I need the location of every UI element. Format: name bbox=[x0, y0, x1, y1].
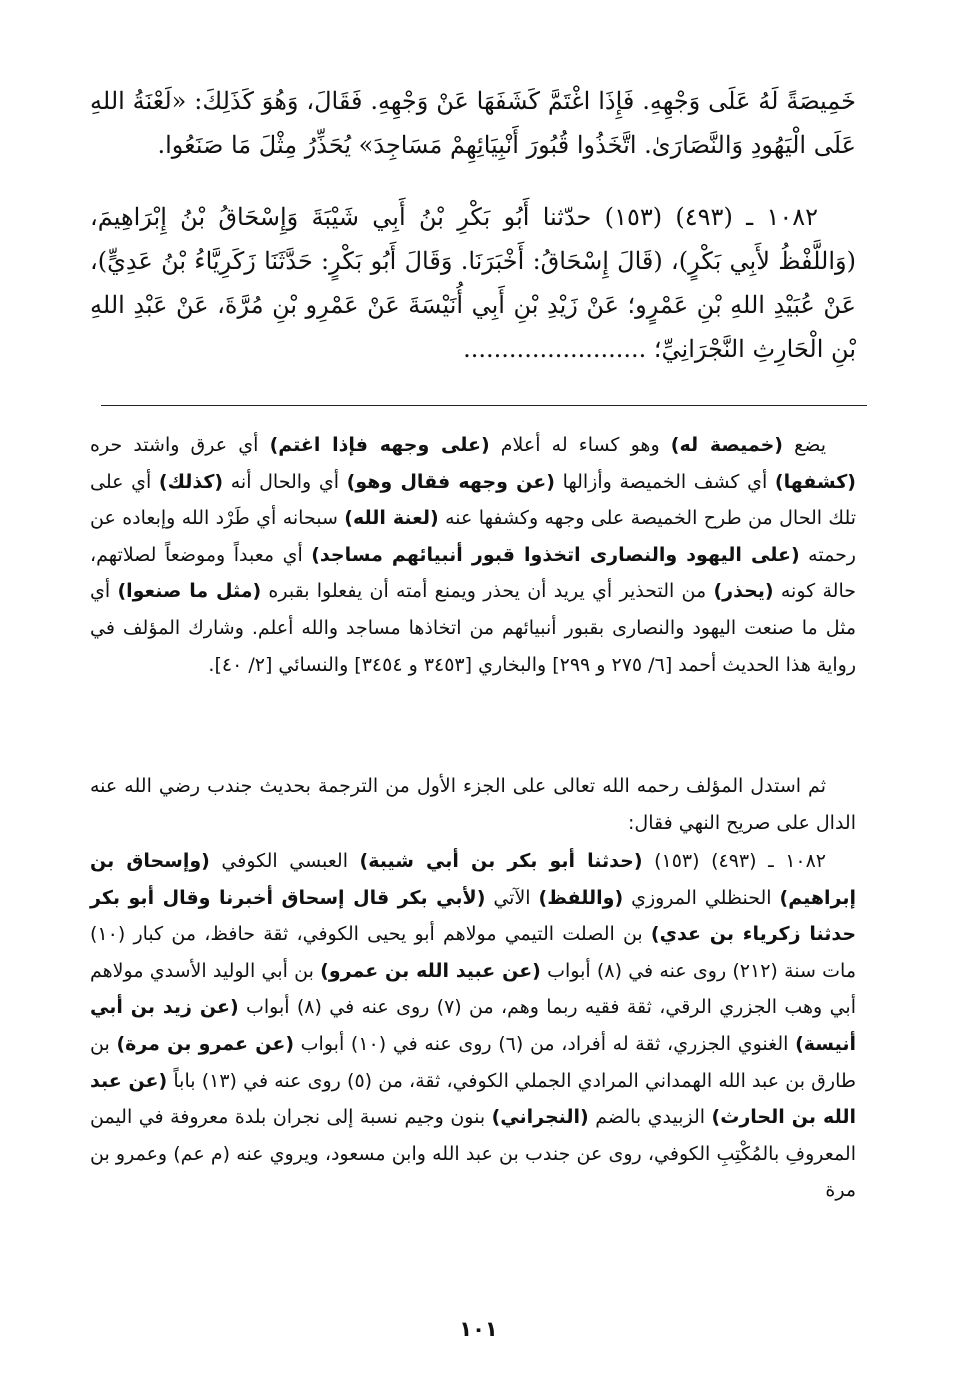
commentary-text: الغنوي الجزري، ثقة له أفراد، من (٦) روى عنه في (١٠) أبواب bbox=[294, 1032, 796, 1055]
commentary-text: بن أبي الوليد الأسدي مولاهم أبي وهب الجزري الرقي، ثقة فقيه ربما وهم، من (٧) روى عنه في (٨) أبواب bbox=[90, 959, 856, 1019]
hadith-text-p2: ١٠٨٢ ـ (٤٩٣) (١٥٣) حدّثنا أَبُو بَكْرِ بْنُ أَبِي شَيْبَةَ وَإِسْحَاقُ بْنُ إِبْرَاهِيمَ، (وَاللَّفْظُ لأَبِي بَكْرٍ)، (قَالَ إِسْحَاقُ: أَخْبَرَنَا. وَقَالَ أَبُو بَكْرٍ: حَدَّثَنَا زَكَرِيَّاءُ بْنُ عَدِيٍّ)، عَنْ عُبَيْدِ اللهِ بْنِ عَمْرٍو؛ عَنْ زَيْدِ بْنِ أَبِي أُنَيْسَةَ عَنْ عَمْرِو بْنِ مُرَّةَ، عَنْ عَبْدِ اللهِ بْنِ الْحَارِثِ النَّجْرَانِيِّ؛ ........................ bbox=[90, 203, 856, 363]
commentary-paragraph-2 bbox=[90, 768, 856, 841]
commentary-text: ١٠٨٢ ـ (٤٩٣) (١٥٣) bbox=[642, 850, 827, 872]
quoted-hadith-phrase: (وإسحاق بن إبراهيم) bbox=[90, 850, 857, 909]
commentary-text: أي على تلك الحال من طرح الخميصة على وجهه وكشفها عنه bbox=[90, 470, 857, 530]
quoted-hadith-phrase: (على وجهه فإذا اغتم) bbox=[269, 434, 490, 456]
quoted-hadith-phrase: (واللفظ) bbox=[538, 886, 624, 909]
quoted-hadith-phrase: (لعنة الله) bbox=[344, 507, 439, 530]
commentary-text: أي والحال أنه bbox=[223, 470, 347, 493]
quoted-hadith-phrase: (خميصة له) bbox=[670, 434, 783, 456]
quoted-hadith-phrase: (مثل ما صنعوا) bbox=[117, 580, 262, 603]
commentary-text: ثم استدل المؤلف رحمه الله تعالى على الجزء الأول من الترجمة بحديث جندب رضي الله عنه الدال على صريح النهي فقال: bbox=[90, 775, 856, 834]
commentary-paragraph-1 bbox=[90, 427, 856, 683]
commentary-text: بنون وجيم نسبة إلى نجران بلدة معروفة في اليمن المعروفِ بالمُكْتِبِ الكوفي، روى عن جندب بن عبد الله وابن مسعود، ويروي عنه (م عم) وعمرو بن مرة bbox=[90, 1106, 856, 1202]
commentary-text: الحنظلي المروزي bbox=[623, 886, 780, 909]
quoted-hadith-phrase: (حدثنا أبو بكر بن أبي شيبة) bbox=[359, 850, 643, 872]
commentary-text: وهو كساء له أعلام bbox=[489, 434, 671, 456]
hadith-text-continuation bbox=[90, 79, 856, 167]
commentary-text: بن الصلت التيمي مولاهم أبو يحيى الكوفي، ثقة حافظ، من كبار (١٠) مات سنة (٢١٢) روى عنه في (٨) أبواب bbox=[90, 923, 857, 982]
commentary-text: الزبيدي بالضم bbox=[588, 1106, 712, 1129]
quoted-hadith-phrase: (عن عبد الله بن الحارث) bbox=[90, 1069, 856, 1129]
commentary-text: أي معبداً وموضعاً لصلاتهم، حالة كونه bbox=[90, 543, 856, 603]
commentary-text: من التحذير أي يريد أن يحذر ويمنع أمته أن يفعلوا بقبره bbox=[261, 580, 714, 603]
quoted-hadith-phrase: (على اليهود والنصارى اتخذوا قبور أنبيائهم مساجد) bbox=[311, 543, 800, 566]
hadith-text-p1: خَمِيصَةً لَهُ عَلَى وَجْهِهِ. فَإِذَا اغْتَمَّ كَشَفَهَا عَنْ وَجْهِهِ. فَقَالَ، وَهُوَ كَذَلِكَ: «لَعْنَةُ اللهِ عَلَى الْيَهُودِ وَالنَّصَارَىٰ. اتَّخَذُوا قُبُورَ أَنْبِيَائِهِمْ مَسَاجِدَ» يُحَذِّرُ مِثْلَ مَا صَنَعُوا. bbox=[90, 87, 856, 159]
commentary-text: سبحانه أي طَرْد الله وإبعاده عن رحمته bbox=[90, 507, 856, 566]
commentary-text: الآتي bbox=[485, 886, 539, 909]
commentary-paragraph-3 bbox=[90, 843, 856, 1209]
quoted-hadith-phrase: (كذلك) bbox=[158, 470, 224, 493]
quoted-hadith-phrase: (لأبي بكر قال إسحاق أخبرنا وقال أبو بكر حدثنا زكرياء بن عدي) bbox=[90, 886, 857, 946]
commentary-text: بن طارق بن عبد الله الهمداني المرادي الجملي الكوفي، ثقة، من (٥) روى عنه في (١٣) باباً bbox=[90, 1032, 856, 1092]
quoted-hadith-phrase: (النجراني) bbox=[491, 1106, 589, 1129]
footnote-separator bbox=[101, 405, 867, 406]
quoted-hadith-phrase: (عن عبيد الله بن عمرو) bbox=[320, 959, 541, 982]
commentary-text: أي كشف الخميصة وأزالها bbox=[554, 470, 775, 493]
commentary-text: أي مثل ما صنعت اليهود والنصارى بقبور أنبيائهم من اتخاذها مساجد والله أعلم. وشارك المؤلف في رواية هذا الحديث أحمد [٦/ ٢٧٥ و ٢٩٩] والبخاري [٣٤٥٣ و ٣٤٥٤] والنسائي [٢/ ٤٠]. bbox=[90, 580, 856, 676]
commentary-text: أي عرق واشتد حره bbox=[90, 434, 270, 456]
page-number: ١٠١ bbox=[459, 1317, 498, 1341]
hadith-text-1082 bbox=[90, 195, 856, 371]
commentary-text: العبسي الكوفي bbox=[209, 850, 360, 872]
commentary-text: يضع bbox=[782, 434, 826, 456]
quoted-hadith-phrase: (عن عمرو بن مرة) bbox=[116, 1032, 294, 1055]
quoted-hadith-phrase: (كشفها) bbox=[774, 470, 856, 493]
quoted-hadith-phrase: (يحذر) bbox=[713, 580, 774, 603]
quoted-hadith-phrase: (عن زيد بن أبي أنيسة) bbox=[90, 996, 857, 1055]
quoted-hadith-phrase: (عن وجهه فقال وهو) bbox=[346, 470, 555, 493]
